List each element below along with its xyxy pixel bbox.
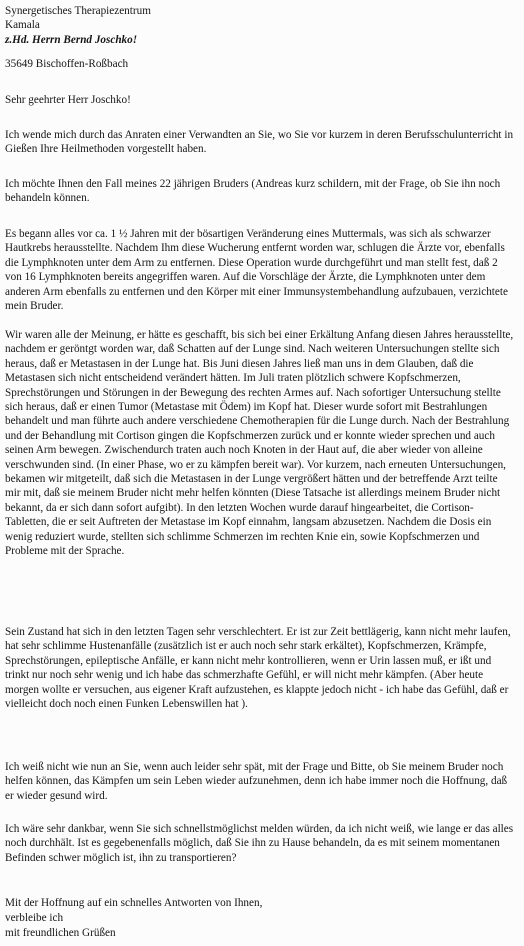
paragraph-text: Ich möchte Ihnen den Fall meines 22 jährigen Bruders (Andreas kurz schildern, mit der Frage, ob Sie ihn noch behandeln können.	[5, 178, 501, 205]
closing-line-2: verbleibe ich	[5, 912, 64, 924]
paragraph-plea	[5, 760, 515, 803]
paragraph-text: Wir waren alle der Meinung, er hätte es geschafft, bis sich bei einer Erkältung Anfang diesen Jahres herausstellte, nachdem er geröntgt worden war, daß Schatten auf der Lunge sind. Nach weiteren Untersuchungen stellte sich heraus, daß er Metastasen in der Lunge hat. Bis Juni diesen Jahres ließ man uns in dem Glauben, daß die Metastasen sich nicht entscheidend verändert hätten. Im Juli traten plötzlich schwere Kopfschmerzen, Sprechstörungen und Störungen in der Bewegung des rechten Armes auf. Nach sofortiger Untersuchung stellte sich heraus, daß er einen Tumor (Metastase mit Ödem) im Kopf hat. Dieser wurde sofort mit Bestrahlungen behandelt und man führte auch andere verschiedene Chemotherapien für die Lunge durch. Nach der Bestrahlung und der Behandlung mit Cortison gingen die Kopfschmerzen zurück und er konnte wieder sprechen und auch seinen Arm bewegen. Zwischendurch traten auch noch Knoten in der Haut auf, die aber wieder von alleine verschwunden sind. (In einer Phase, wo er zu kämpfen bereit war). Vor kurzem, nach erneuten Untersuchungen, bekamen wir mitgeteilt, daß sich die Metastasen in der Lunge vergrößert hätten und der betreffende Arzt teilte mir mit, daß sie meinem Bruder nicht mehr helfen könnten (Diese Tatsache ist allerdings meinem Bruder nicht bekannt, da er sich dann sofort aufgibt). In den letzten Wochen wurde darauf hingearbeitet, die Cortison-Tabletten, die er seit Auftreten der Metastase im Kopf einnahm, langsam abzusetzen. Nachdem die Dosis ein wenig reduziert wurde, stellten sich schlimme Schmerzen im rechten Knie ein, sowie Kopfschmerzen und Probleme mit der Sprache.	[5, 329, 514, 558]
paragraph-request	[5, 177, 515, 206]
paragraph-urgency	[5, 822, 515, 865]
paragraph-history	[5, 227, 515, 313]
paragraph-text: Ich wende mich durch das Anraten einer Verwandten an Sie, wo Sie vor kurzem in deren Berufsschulunterricht in Gießen Ihre Heilmethoden vorgestellt haben.	[5, 129, 514, 156]
paragraph-text: Sein Zustand hat sich in den letzten Tagen sehr verschlechtert. Er ist zur Zeit bettlägerig, kann nicht mehr laufen, hat sehr schlimme Hustenanfälle (zusätzlich ist er auch noch sehr stark erkältet), Kopfschmerzen, Krämpfe, Sprechstörungen, epileptische Anfälle, er kann nicht mehr kontrollieren, wenn er Urin lassen muß, er ißt und trinkt nur noch sehr wenig und ich habe das schmerzhafte Gefühl, er will nicht mehr kämpfen. (Aber heute morgen wollte er versuchen, aus eigener Kraft aufzustehen, es klappte jedoch nicht - ich habe das Gefühl, daß er vielleicht doch noch einen Funken Lebenswillen hat ).	[5, 626, 511, 711]
recipient-person: z.Hd. Herrn Bernd Joschko!	[5, 34, 138, 46]
paragraph-condition	[5, 625, 515, 711]
recipient-city: 35649 Bischoffen-Roßbach	[5, 58, 129, 70]
paragraph-metastases	[5, 328, 515, 559]
paragraph-intro	[5, 128, 515, 157]
paragraph-text: Ich wäre sehr dankbar, wenn Sie sich schnellstmöglichst melden würden, da ich nicht weiß, wie lange er das alles noch durchhält. Ist es gegebenenfalls möglich, daß Sie ihn zu Hause behandeln, da es mit seinem momentanen Befinden schwer möglich ist, ihn zu transportieren?	[5, 823, 514, 864]
paragraph-text: Es begann alles vor ca. 1 ½ Jahren mit der bösartigen Veränderung eines Muttermals, was sich als schwarzer Hautkrebs herausstellte. Nachdem Ihm diese Wucherung entfernt worden war, schlugen die Ärzte vor, ebenfalls die Lymphknoten unter dem Arm zu entfernen. Diese Operation wurde durchgeführt und man stellt fest, daß 2 von 16 Lymphknoten bereits angegriffen waren. Auf die Vorschläge der Ärzte, die Lymphknoten unter dem anderen Arm ebenfalls zu entfernen und den Körper mit einer Immunsystembehandlung aufzubauen, verzichtete mein Bruder.	[5, 228, 508, 313]
closing-line-3: mit freundlichen Grüßen	[5, 927, 116, 939]
recipient-org: Synergetisches Therapiezentrum	[5, 5, 151, 17]
paragraph-text: Ich weiß nicht wie nun an Sie, wenn auch leider sehr spät, mit der Frage und Bitte, ob Sie meinem Bruder noch helfen können, das Kämpfen um sein Leben wieder aufzunehmen, denn ich habe immer noch die Hoffnung, daß er wieder gesund wird.	[5, 761, 508, 802]
salutation: Sehr geehrter Herr Joschko!	[5, 94, 131, 106]
closing-line-1: Mit der Hoffnung auf ein schnelles Antworten von Ihnen,	[5, 897, 263, 909]
recipient-org-name: Kamala	[5, 19, 40, 31]
